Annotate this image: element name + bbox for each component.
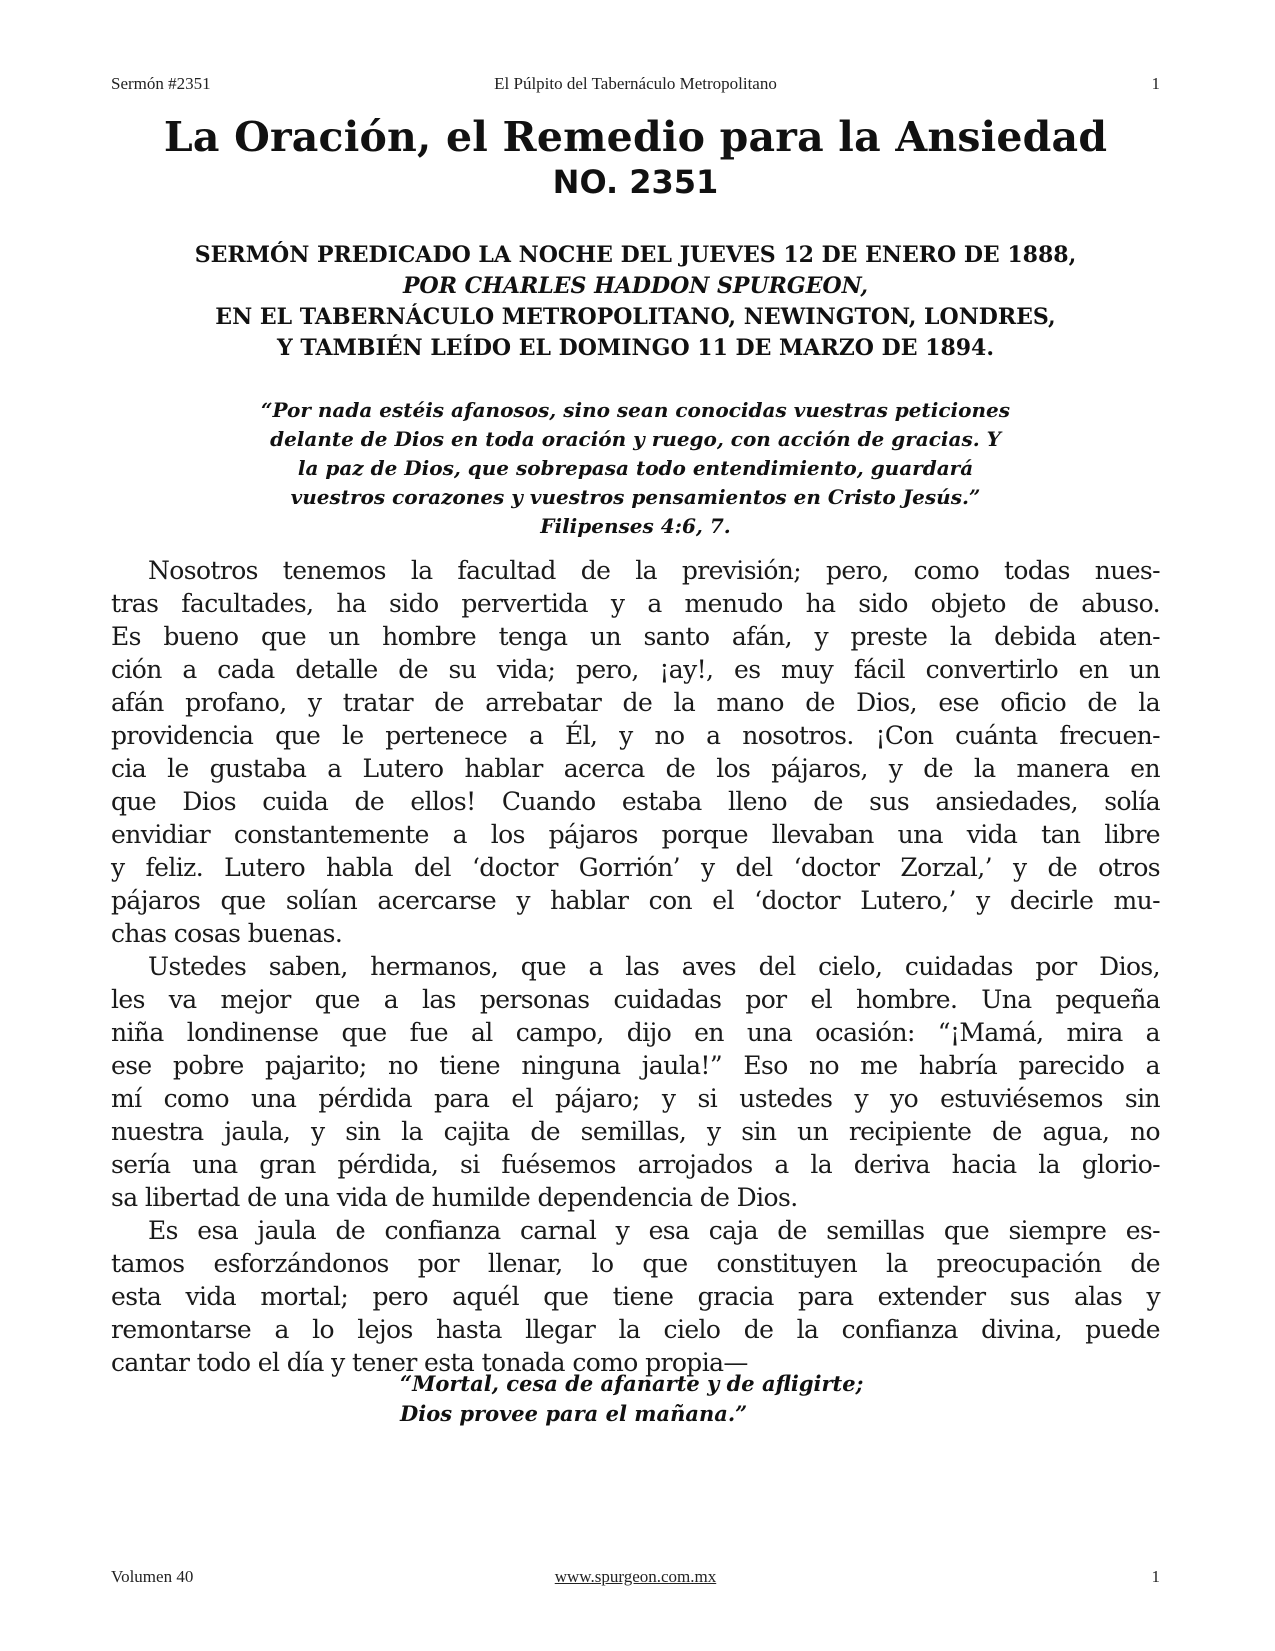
epigraph-line: delante de Dios en toda oración y ruego, con acción de gracias. Y bbox=[270, 427, 1001, 451]
body-line: Es esa jaula de confianza carnal y esa caja de semillas que siempre es- bbox=[148, 1216, 1160, 1245]
page-number: 1 bbox=[1151, 74, 1160, 93]
sermon-info-line: SERMÓN PREDICADO LA NOCHE DEL JUEVES 12 DE ENERO DE 1888, bbox=[194, 242, 1077, 268]
body-line: providencia que le pertenece a Él, y no a nosotros. ¡Con cuánta frecuen- bbox=[111, 721, 1160, 750]
sermon-info-line: Y TAMBIÉN LEÍDO EL DOMINGO 11 DE MARZO DE 1894. bbox=[276, 335, 995, 361]
page-footer bbox=[111, 1567, 1160, 1591]
body-line: sería una gran pérdida, si fuésemos arrojados a la deriva hacia la glorio- bbox=[111, 1150, 1160, 1179]
sermon-title: La Oración, el Remedio para la Ansiedad bbox=[163, 113, 1108, 161]
body-line: tamos esforzándonos por llenar, lo que constituyen la preocupación de bbox=[111, 1249, 1160, 1278]
website-link[interactable]: www.spurgeon.com.mx bbox=[554, 1567, 717, 1586]
body-line: niña londinense que fue al campo, dijo en una ocasión: “¡Mamá, mira a bbox=[111, 1018, 1160, 1047]
body-line: que Dios cuida de ellos! Cuando estaba lleno de sus ansiedades, solía bbox=[111, 787, 1160, 816]
body-line: les va mejor que a las personas cuidadas por el hombre. Una pequeña bbox=[111, 985, 1160, 1014]
body-line: cantar todo el día y tener esta tonada como propia— bbox=[111, 1348, 748, 1377]
body-line: ción a cada detalle de su vida; pero, ¡ay!, es muy fácil convertirlo en un bbox=[111, 655, 1160, 684]
sermon-body bbox=[111, 554, 1160, 1379]
footer-link-wrap bbox=[111, 1567, 1160, 1587]
sermon-number-label: Sermón #2351 bbox=[111, 74, 211, 93]
body-line: remontarse a lo lejos hasta llegar la cielo de la confianza divina, puede bbox=[111, 1315, 1160, 1344]
body-line: esta vida mortal; pero aquél que tiene gracia para extender sus alas y bbox=[111, 1282, 1160, 1311]
epigraph-line: “Por nada estéis afanosos, sino sean conocidas vuestras peticiones bbox=[261, 398, 1010, 422]
publication-title: El Púlpito del Tabernáculo Metropolitano bbox=[494, 74, 777, 93]
poem-line: Dios provee para el mañana.” bbox=[400, 1401, 748, 1426]
paragraph bbox=[111, 1214, 1160, 1379]
body-line: chas cosas buenas. bbox=[111, 919, 343, 948]
body-line: Nosotros tenemos la facultad de la previsión; pero, como todas nues- bbox=[148, 556, 1160, 585]
body-line: mí como una pérdida para el pájaro; y si ustedes y yo estuviésemos sin bbox=[111, 1084, 1160, 1113]
page-header bbox=[111, 74, 1160, 98]
footer-page-number: 1 bbox=[1151, 1567, 1160, 1586]
epigraph-line: la paz de Dios, que sobrepasa todo entendimiento, guardará bbox=[297, 456, 974, 480]
paragraph bbox=[111, 554, 1160, 950]
sermon-number: NO. 2351 bbox=[552, 163, 719, 201]
body-line: ese pobre pajarito; no tiene ninguna jaula!” Eso no me habría parecido a bbox=[111, 1051, 1160, 1080]
body-line: envidiar constantemente a los pájaros porque llevaban una vida tan libre bbox=[111, 820, 1160, 849]
epigraph-line: vuestros corazones y vuestros pensamientos en Cristo Jesús.” bbox=[290, 485, 981, 509]
body-line: cia le gustaba a Lutero hablar acerca de los pájaros, y de la manera en bbox=[111, 754, 1160, 783]
body-line: Ustedes saben, hermanos, que a las aves del cielo, cuidadas por Dios, bbox=[148, 952, 1160, 981]
paragraph bbox=[111, 950, 1160, 1214]
scripture-epigraph bbox=[111, 396, 1160, 541]
body-line: y feliz. Lutero habla del ‘doctor Gorrión’ y del ‘doctor Zorzal,’ y de otros bbox=[111, 853, 1160, 882]
body-line: nuestra jaula, y sin la cajita de semillas, y sin un recipiente de agua, no bbox=[111, 1117, 1160, 1146]
body-line: afán profano, y tratar de arrebatar de la mano de Dios, ese oficio de la bbox=[111, 688, 1160, 717]
poem-quote bbox=[400, 1369, 863, 1429]
body-line: Es bueno que un hombre tenga un santo afán, y preste la debida aten- bbox=[111, 622, 1160, 651]
body-line: sa libertad de una vida de humilde dependencia de Dios. bbox=[111, 1183, 798, 1212]
body-line: tras facultades, ha sido pervertida y a menudo ha sido objeto de abuso. bbox=[111, 589, 1160, 618]
sermon-info bbox=[111, 240, 1160, 364]
poem-line: “Mortal, cesa de afanarte y de afligirte; bbox=[400, 1371, 864, 1396]
epigraph-reference: Filipenses 4:6, 7. bbox=[540, 514, 731, 538]
body-line: pájaros que solían acercarse y hablar con el ‘doctor Lutero,’ y decirle mu- bbox=[111, 886, 1160, 915]
sermon-info-line: EN EL TABERNÁCULO METROPOLITANO, NEWINGTON, LONDRES, bbox=[215, 304, 1056, 330]
volume-label: Volumen 40 bbox=[111, 1567, 194, 1586]
sermon-author: POR CHARLES HADDON SPURGEON, bbox=[402, 273, 868, 299]
